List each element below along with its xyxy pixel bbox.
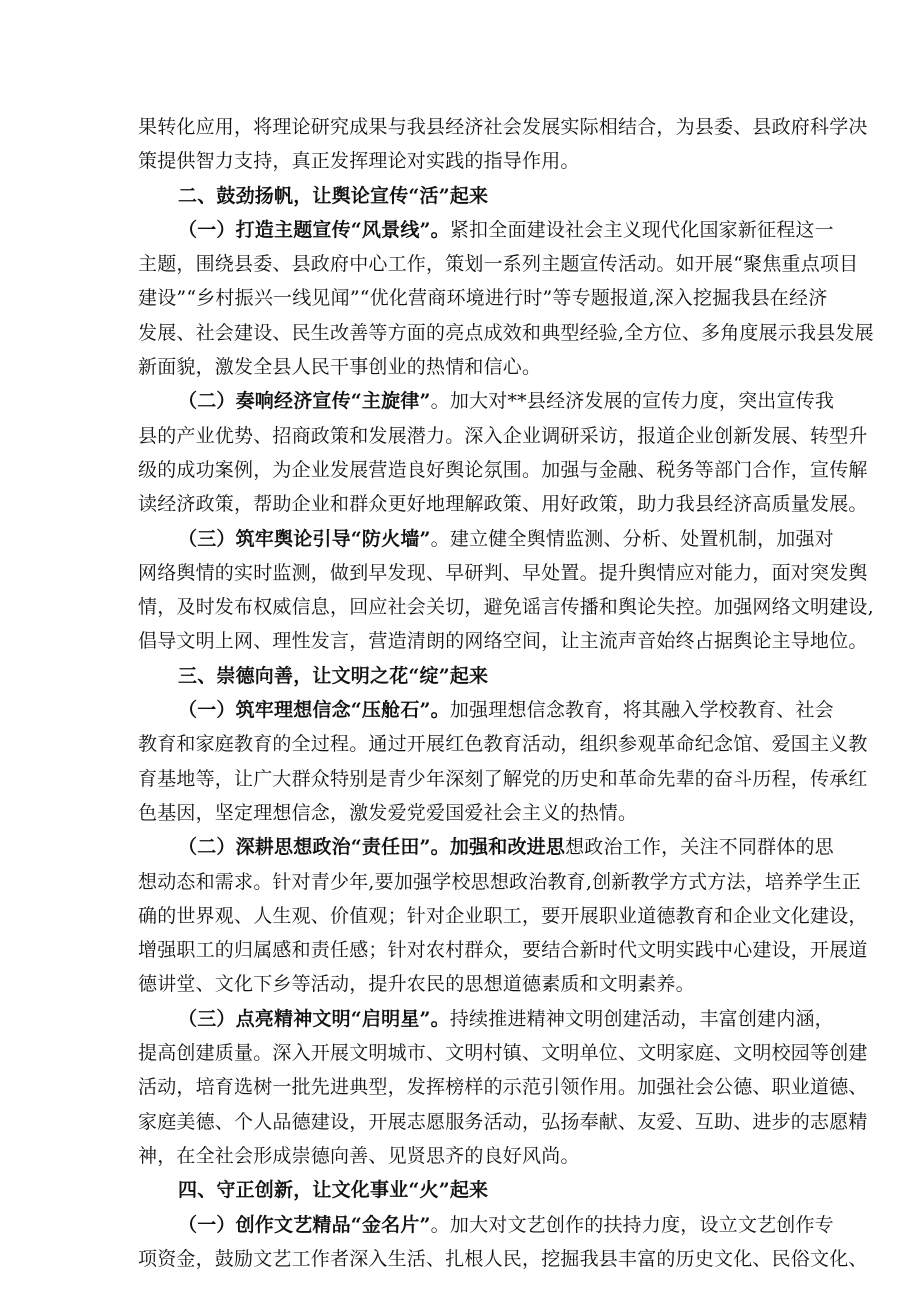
paragraph-text: 德讲堂、文化下乡等活动，提升农民的思想道德素质和文明素养。 xyxy=(138,973,695,996)
subheading-lead: （一）筑牢理想信念“压舱石”。 xyxy=(178,699,450,722)
paragraph-line xyxy=(138,1036,868,1070)
paragraph-line xyxy=(138,316,874,350)
paragraph-line xyxy=(138,727,868,761)
paragraph-text: 育基地等，让广大群众特别是青少年深刻了解党的历史和革命先辈的奋斗历程，传承红 xyxy=(138,767,868,790)
paragraph-first-line xyxy=(138,693,834,727)
paragraph-line xyxy=(138,556,868,590)
paragraph-line xyxy=(138,1070,868,1104)
paragraph-text: 。加大对**县经济发展的宣传力度，突出宣传我 xyxy=(430,390,835,413)
paragraph-text: 确的世界观、人生观、价值观；针对企业职工，要开展职业道德教育和企业文化建设， xyxy=(138,904,868,927)
paragraph-line xyxy=(138,453,868,487)
paragraph-line xyxy=(138,144,788,178)
paragraph-text: 倡导文明上网、理性发言，营造清朗的网络空间，让主流声音始终占据舆论主导地位。 xyxy=(138,630,868,653)
paragraph-text: 持续推进精神文明创建活动，丰富创建内涵， xyxy=(449,1007,834,1030)
subheading-lead: （一）打造主题宣传“风景线”。 xyxy=(178,218,450,241)
paragraph-text: 加强理想信念教育，将其融入学校教育、社会 xyxy=(449,699,834,722)
paragraph-line xyxy=(138,1105,868,1139)
section-heading-text: 三、崇德向善，让文明之花“绽”起来 xyxy=(178,664,489,687)
paragraph-line xyxy=(138,796,788,830)
paragraph-text: 色基因，坚定理想信念，激发爱党爱国爱社会主义的热情。 xyxy=(138,801,638,824)
paragraph-line xyxy=(138,899,868,933)
paragraph-text: 想政治工作，关注不同群体的思 xyxy=(565,836,834,859)
paragraph-text: 情，及时发布权威信息，回应社会关切，避免谣言传播和舆论失控。加强网络文明建设, xyxy=(138,596,874,619)
paragraph-text: 紧扣全面建设社会主义现代化国家新征程这一 xyxy=(449,218,834,241)
paragraph-first-line xyxy=(138,384,835,418)
paragraph-text: 教育和家庭教育的全过程。通过开展红色教育活动，组织参观革命纪念馆、爱国主义教 xyxy=(138,733,868,756)
paragraph-line xyxy=(138,487,868,521)
paragraph-text: 发展、社会建设、民生改善等方面的亮点成效和典型经验,全方位、多角度展示我县发展 xyxy=(138,321,874,344)
paragraph-line xyxy=(138,865,861,899)
subheading-lead: （三）筑牢舆论引导“防火墙” xyxy=(178,527,431,550)
paragraph-text: 神，在全社会形成崇德向善、见贤思齐的良好风尚。 xyxy=(138,1144,580,1167)
paragraph-first-line xyxy=(138,830,834,864)
paragraph-line xyxy=(138,350,788,384)
paragraph-line xyxy=(138,590,874,624)
subheading-lead: （二）深耕思想政治“责任田”。加强和改进思 xyxy=(178,836,566,859)
subheading-lead: （三）点亮精神文明“启明星”。 xyxy=(178,1007,450,1030)
subheading-lead: （二）奏响经济宣传“主旋律” xyxy=(178,390,431,413)
paragraph-line xyxy=(138,1139,788,1173)
paragraph-text: 项资金，鼓励文艺工作者深入生活、扎根人民，挖掘我县丰富的历史文化、民俗文化、 xyxy=(138,1247,868,1270)
paragraph-first-line xyxy=(138,213,834,247)
paragraph-first-line xyxy=(138,1002,834,1036)
paragraph-line xyxy=(138,1242,868,1276)
section-heading xyxy=(138,1173,788,1207)
paragraph-line xyxy=(138,419,868,453)
paragraph-first-line xyxy=(138,522,834,556)
paragraph-line xyxy=(138,967,788,1001)
paragraph-text: 主题，围绕县委、县政府中心工作，策划一系列主题宣传活动。如开展“聚焦重点项目 xyxy=(138,253,859,276)
paragraph-line xyxy=(138,281,828,315)
section-heading xyxy=(138,659,788,693)
section-heading xyxy=(138,179,788,213)
paragraph-text: 县的产业优势、招商政策和发展潜力。深入企业调研采访，报道企业创新发展、转型升 xyxy=(138,424,868,447)
paragraph-text: 。加大对文艺创作的扶持力度，设立文艺创作专 xyxy=(430,1213,834,1236)
subheading-lead: （一）创作文艺精品“金名片” xyxy=(178,1213,431,1236)
paragraph-text: 级的成功案例，为企业发展营造良好舆论氛围。加强与金融、税务等部门合作，宣传解 xyxy=(138,458,868,481)
paragraph-text: 提高创建质量。深入开展文明城市、文明村镇、文明单位、文明家庭、文明校园等创建 xyxy=(138,1042,868,1065)
paragraph-text: 建设”“乡村振兴一线见闻”“优化营商环境进行时”等专题报道,深入挖掘我县在经济 xyxy=(138,287,828,310)
paragraph-text: 网络舆情的实时监测，做到早发现、早研判、早处置。提升舆情应对能力，面对突发舆 xyxy=(138,561,868,584)
section-heading-text: 二、鼓劲扬帆，让舆论宣传“活”起来 xyxy=(178,184,489,207)
document-page xyxy=(138,110,874,1276)
paragraph-text: 策提供智力支持，真正发挥理论对实践的指导作用。 xyxy=(138,150,580,173)
paragraph-text: 家庭美德、个人品德建设，开展志愿服务活动，弘扬奉献、友爱、互助、进步的志愿精 xyxy=(138,1110,868,1133)
paragraph-text: 增强职工的归属感和责任感；针对农村群众，要结合新时代文明实践中心建设，开展道 xyxy=(138,939,868,962)
paragraph-text: 活动，培育选树一批先进典型，发挥榜样的示范引领作用。加强社会公德、职业道德、 xyxy=(138,1076,868,1099)
paragraph-line xyxy=(138,762,868,796)
paragraph-line xyxy=(138,933,868,967)
paragraph-line xyxy=(138,247,859,281)
paragraph-text: 果转化应用，将理论研究成果与我县经济社会发展实际相结合，为县委、县政府科学决 xyxy=(138,116,868,138)
paragraph-text: 新面貌，激发全县人民干事创业的热情和信心。 xyxy=(138,356,542,379)
paragraph-line xyxy=(138,110,868,144)
paragraph-line xyxy=(138,624,868,658)
paragraph-text: 。建立健全舆情监测、分析、处置机制，加强对 xyxy=(430,527,834,550)
paragraph-text: 想动态和需求。针对青少年,要加强学校思想政治教育,创新教学方式方法，培养学生正 xyxy=(138,870,861,893)
section-heading-text: 四、守正创新，让文化事业“火”起来 xyxy=(178,1179,489,1202)
paragraph-first-line xyxy=(138,1208,834,1242)
paragraph-text: 读经济政策，帮助企业和群众更好地理解政策、用好政策，助力我县经济高质量发展。 xyxy=(138,493,868,516)
